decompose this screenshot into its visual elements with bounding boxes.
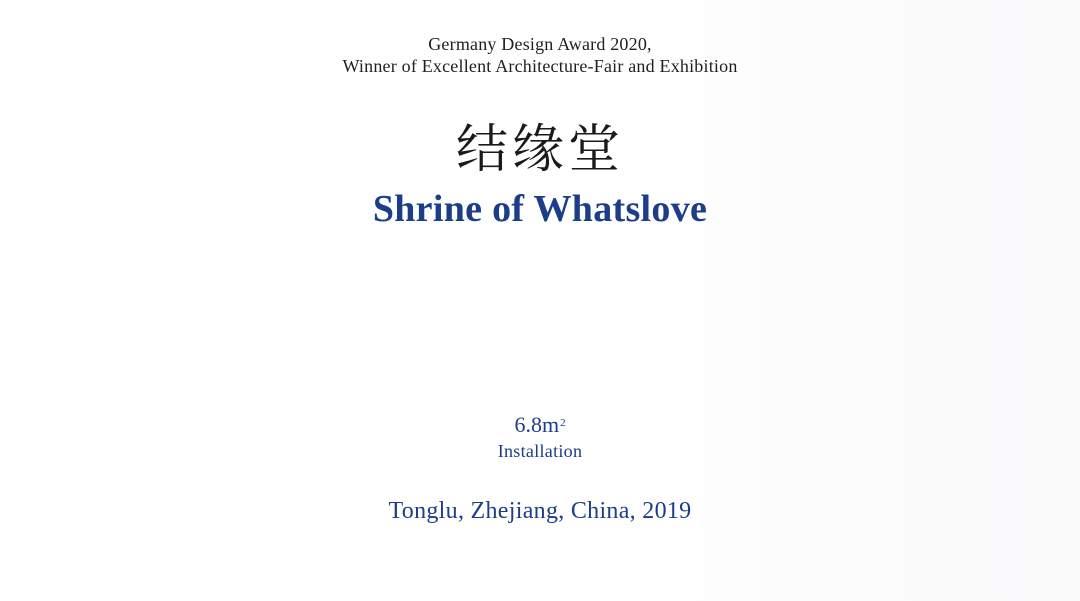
area-value: 6.8m	[514, 412, 560, 437]
english-title: Shrine of Whatslove	[372, 188, 708, 230]
area-text	[0, 410, 1080, 440]
award-caption	[0, 33, 1080, 77]
award-line-2: Winner of Excellent Architecture-Fair and Exhibition	[342, 56, 738, 76]
chinese-title: 结缘堂	[455, 120, 624, 180]
project-location: Tonglu, Zhejiang, China, 2019	[388, 498, 692, 524]
area-unit-superscript: 2	[560, 417, 566, 429]
award-line-1: Germany Design Award 2020,	[428, 34, 652, 54]
project-type: Installation	[497, 441, 583, 461]
